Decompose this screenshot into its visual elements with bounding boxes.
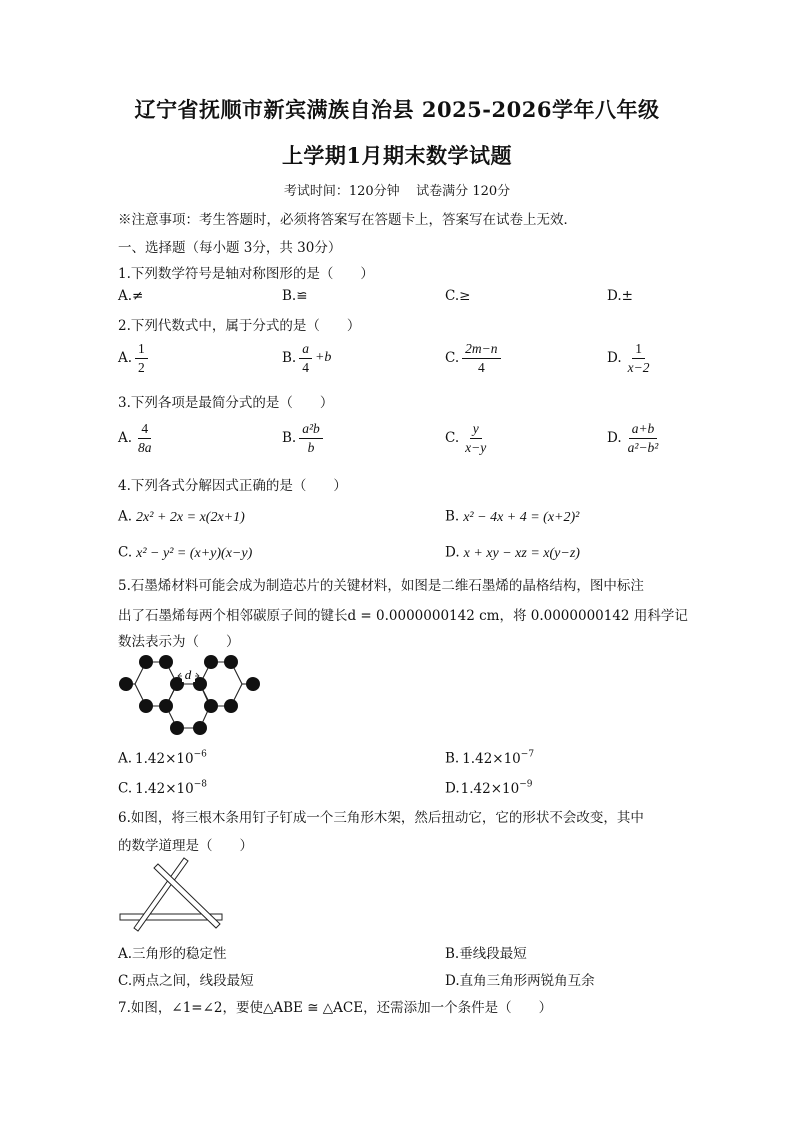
fraction: $\frac{\text{a²b}}{b}$ [299,421,323,455]
q6-option-a: A.三角形的稳定性 [118,946,227,962]
fraction: $\frac{2m-n}{4}$ [462,341,500,375]
notice: ※注意事项：考生答题时，必须将答案写在答题卡上，答案写在试卷上无效． [118,212,577,228]
title-line-2: 上学期1月期末数学试题 [281,143,513,168]
q2-option-d: D. $\frac{1}{x-2}$ [607,341,653,375]
wooden-triangle-figure [116,856,226,934]
q5-stem-line-3: 数法表示为（ ） [118,634,240,650]
fraction: $\frac{1}{x-2}$ [627,341,650,375]
q5-option-c: C. $1.42\times 10^{-8}$ [118,779,207,797]
q4-option-b: B. x² − 4x + 4 = (x+2)² [445,508,580,525]
q6-stem-line-2: 的数学道理是（ ） [118,838,253,854]
fraction: $\frac{a}{4}$ [299,341,312,375]
q6-option-d: D.直角三角形两锐角互余 [445,973,595,989]
bond-length-label: d [184,667,192,682]
q5-option-b: B. $1.42\times 10^{-7}$ [445,749,535,767]
q4-option-c: C. x² − y² = (x+y)(x−y) [118,544,253,561]
q7-stem: 7.如图，∠1=∠2，要使△ABE ≅ △ACE，还需添加一个条件是（ ） [118,1000,553,1016]
fraction: $\frac{4}{8a}$ [138,421,152,455]
section-heading: 一、选择题（每小题 3分，共 30分） [118,240,342,256]
q2-stem: 2.下列代数式中，属于分式的是（ ） [118,318,361,334]
q1-option-a: A.≠ [118,288,144,304]
fraction: $\frac{1}{2}$ [135,341,148,375]
q2-option-a: A. $\frac{1}{2}$ [118,341,148,375]
q1-option-d: D.± [607,288,633,304]
q3-option-c: C. $\frac{y}{x-y}$ [445,421,489,455]
q3-stem: 3.下列各项是最简分式的是（ ） [118,395,334,411]
q1-stem: 1.下列数学符号是轴对称图形的是（ ） [118,266,374,282]
q4-stem: 4.下列各式分解因式正确的是（ ） [118,478,347,494]
q1-option-b: B.≌ [282,288,308,304]
q3-option-a: A. $\frac{4}{8a}$ [118,421,155,455]
q3-option-d: D. $\frac{a+b}{\text{a²−b²}}$ [607,421,661,455]
q6-option-c: C.两点之间，线段最短 [118,973,254,989]
q2-option-b: B. $\frac{a}{4}$ +b [282,341,332,375]
q4-option-a: A. 2x² + 2x = x(2x+1) [118,508,245,525]
q4-option-d: D. x + xy − xz = x(y−z) [445,544,580,561]
q1-option-c: C.≥ [445,288,471,304]
q6-stem-line-1: 6.如图，将三根木条用钉子钉成一个三角形木架，然后扭动它，它的形状不会改变，其中 [118,810,644,826]
q5-option-a: A. $1.42\times 10^{-6}$ [118,749,207,767]
fraction: $\frac{a+b}{\text{a²−b²}}$ [627,421,659,455]
q3-option-b: B. $\frac{\text{a²b}}{b}$ [282,421,323,455]
fraction: $\frac{y}{x-y}$ [465,421,487,455]
q5-stem-line-2: 出了石墨烯每两个相邻碳原子间的键长d = 0.0000000142 cm，将 0.0000000142 用科学记 [118,608,688,624]
title-line-1: 辽宁省抚顺市新宾满族自治县 2025-2026学年八年级 [134,97,660,122]
q5-option-d: $D.1.42\times 10^{-9}$ [445,779,533,797]
q6-option-b: B.垂线段最短 [445,946,527,962]
q2-option-c: C. $\frac{2m-n}{4}$ [445,341,501,375]
q5-stem-line-1: 5.石墨烯材料可能会成为制造芯片的关键材料，如图是二维石墨烯的晶格结构，图中标注 [118,578,644,594]
graphene-lattice-figure [112,650,272,742]
exam-info: 考试时间：120分钟 试卷满分 120分 [283,184,511,199]
